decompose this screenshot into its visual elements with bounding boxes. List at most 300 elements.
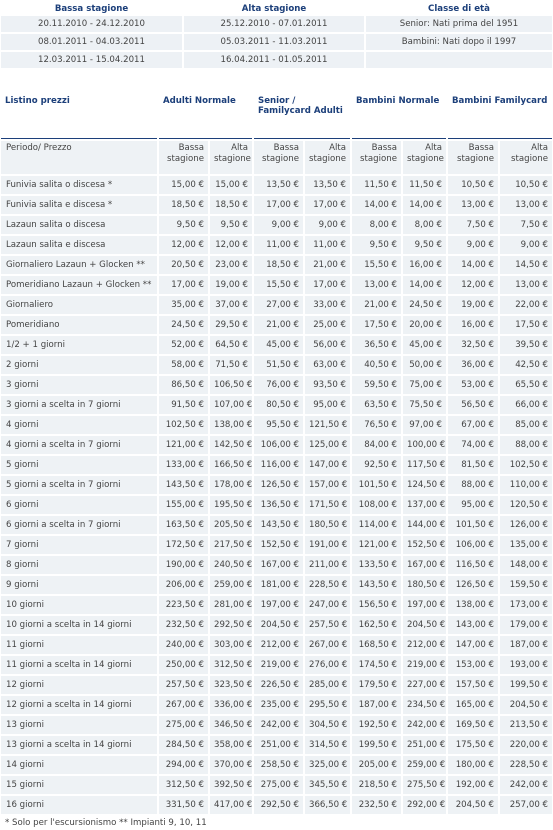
bambini-family-bassa-price: 12,00 € — [448, 276, 498, 296]
bambini-alta-price: 8,00 € — [403, 216, 446, 236]
senior-bassa-price: 15,50 € — [254, 276, 303, 296]
bambini-family-bassa-price: 143,00 € — [448, 616, 498, 636]
adulti-alta-price: 205,50 € — [210, 516, 252, 536]
adulti-alta-header: Alta stagione — [210, 141, 252, 176]
adulti-alta-price: 12,00 € — [210, 236, 252, 256]
bambini-family-bassa-price: 175,50 € — [448, 736, 498, 756]
bambini-alta-price: 97,00 € — [403, 416, 446, 436]
bambini-family-bassa-price: 147,00 € — [448, 636, 498, 656]
price-row — [1, 256, 552, 276]
bambini-bassa-price: 76,50 € — [352, 416, 401, 436]
price-row — [1, 276, 552, 296]
bambini-family-bassa-price: 157,50 € — [448, 676, 498, 696]
bambini-alta-price: 234,50 € — [403, 696, 446, 716]
bambini-bassa-price: 11,50 € — [352, 176, 401, 196]
period-cell: 15 giorni — [1, 776, 157, 796]
bambini-alta-price: 180,50 € — [403, 576, 446, 596]
adulti-bassa-price: 143,50 € — [159, 476, 208, 496]
season-low-dates: 20.11.2010 - 24.12.2010 — [1, 16, 182, 34]
bambini-familycard-heading: Bambini Familycard — [452, 96, 548, 106]
bambini-bassa-price: 192,50 € — [352, 716, 401, 736]
adulti-bassa-price: 240,00 € — [159, 636, 208, 656]
period-cell: 6 giorni — [1, 496, 157, 516]
bambini-family-alta-price: 126,00 € — [500, 516, 552, 536]
adulti-bassa-price: 20,50 € — [159, 256, 208, 276]
senior-alta-price: 63,00 € — [305, 356, 350, 376]
senior-alta-price: 157,00 € — [305, 476, 350, 496]
age-class: Senior: Nati prima del 1951 — [366, 16, 552, 34]
senior-alta-price: 95,00 € — [305, 396, 350, 416]
season-header-low: Bassa stagione — [54, 3, 129, 14]
period-cell: 10 giorni — [1, 596, 157, 616]
period-cell: 4 giorni a scelta in 7 giorni — [1, 436, 157, 456]
period-cell: 5 giorni — [1, 456, 157, 476]
price-row — [1, 556, 552, 576]
senior-alta-price: 33,00 € — [305, 296, 350, 316]
bambini-alta-price: 219,00 € — [403, 656, 446, 676]
senior-bassa-price: 219,00 € — [254, 656, 303, 676]
period-cell: 11 giorni — [1, 636, 157, 656]
bambini-alta-header: Alta stagione — [403, 141, 446, 176]
adulti-bassa-price: 267,00 € — [159, 696, 208, 716]
period-cell: 7 giorni — [1, 536, 157, 556]
season-row — [1, 16, 552, 34]
price-row — [1, 676, 552, 696]
period-cell: 13 giorni — [1, 716, 157, 736]
bambini-alta-price: 167,00 € — [403, 556, 446, 576]
bambini-family-bassa-price: 169,50 € — [448, 716, 498, 736]
adulti-alta-price: 138,00 € — [210, 416, 252, 436]
period-cell: 3 giorni a scelta in 7 giorni — [1, 396, 157, 416]
bambini-family-alta-price: 14,50 € — [500, 256, 552, 276]
adulti-bassa-price: 52,00 € — [159, 336, 208, 356]
adulti-alta-price: 23,00 € — [210, 256, 252, 276]
senior-alta-price: 180,50 € — [305, 516, 350, 536]
price-row — [1, 796, 552, 816]
bambini-alta-price: 251,00 € — [403, 736, 446, 756]
senior-bassa-price: 76,00 € — [254, 376, 303, 396]
adulti-bassa-price: 133,00 € — [159, 456, 208, 476]
adulti-bassa-price: 190,00 € — [159, 556, 208, 576]
price-row — [1, 516, 552, 536]
senior-alta-price: 257,50 € — [305, 616, 350, 636]
price-row — [1, 536, 552, 556]
bambini-family-bassa-price: 81,50 € — [448, 456, 498, 476]
heading-underline — [159, 138, 252, 139]
bambini-family-bassa-price: 204,50 € — [448, 796, 498, 816]
bambini-bassa-price: 21,00 € — [352, 296, 401, 316]
senior-alta-price: 285,00 € — [305, 676, 350, 696]
bambini-bassa-price: 162,50 € — [352, 616, 401, 636]
period-cell: Funivia salita o discesa * — [1, 176, 157, 196]
bambini-alta-price: 242,00 € — [403, 716, 446, 736]
bambini-bassa-price: 205,00 € — [352, 756, 401, 776]
bambini-bassa-header: Bassa stagione — [352, 141, 401, 176]
bambini-bassa-price: 14,00 € — [352, 196, 401, 216]
bambini-alta-price: 152,50 € — [403, 536, 446, 556]
adulti-alta-price: 259,00 € — [210, 576, 252, 596]
price-row — [1, 596, 552, 616]
senior-alta-price: 17,00 € — [305, 276, 350, 296]
bambini-family-alta-price: 39,50 € — [500, 336, 552, 356]
adulti-alta-price: 71,50 € — [210, 356, 252, 376]
bambini-family-bassa-price: 19,00 € — [448, 296, 498, 316]
adulti-bassa-header: Bassa stagione — [159, 141, 208, 176]
bambini-bassa-price: 63,50 € — [352, 396, 401, 416]
adulti-alta-price: 15,00 € — [210, 176, 252, 196]
bambini-family-bassa-price: 14,00 € — [448, 256, 498, 276]
period-cell: 6 giorni a scelta in 7 giorni — [1, 516, 157, 536]
age-class: Bambini: Nati dopo il 1997 — [366, 34, 552, 52]
adulti-alta-price: 195,50 € — [210, 496, 252, 516]
senior-bassa-price: 152,50 € — [254, 536, 303, 556]
bambini-alta-price: 259,00 € — [403, 756, 446, 776]
bambini-family-bassa-price: 180,00 € — [448, 756, 498, 776]
price-row — [1, 716, 552, 736]
adulti-bassa-price: 17,00 € — [159, 276, 208, 296]
bambini-bassa-price: 108,00 € — [352, 496, 401, 516]
senior-bassa-price: 275,00 € — [254, 776, 303, 796]
adulti-bassa-price: 12,00 € — [159, 236, 208, 256]
senior-familycard-heading: Senior / Familycard Adulti — [258, 96, 343, 116]
adulti-alta-price: 392,50 € — [210, 776, 252, 796]
adulti-normale-heading: Adulti Normale — [163, 96, 236, 106]
bambini-bassa-price: 187,00 € — [352, 696, 401, 716]
price-row — [1, 736, 552, 756]
bambini-family-alta-price: 199,50 € — [500, 676, 552, 696]
bambini-family-alta-price: 159,50 € — [500, 576, 552, 596]
senior-bassa-price: 242,00 € — [254, 716, 303, 736]
season-row — [1, 34, 552, 52]
senior-alta-price: 366,50 € — [305, 796, 350, 816]
senior-bassa-price: 204,50 € — [254, 616, 303, 636]
bambini-alta-price: 24,50 € — [403, 296, 446, 316]
senior-bassa-price: 17,00 € — [254, 196, 303, 216]
season-low-dates: 12.03.2011 - 15.04.2011 — [1, 52, 182, 70]
price-row — [1, 316, 552, 336]
bambini-bassa-price: 133,50 € — [352, 556, 401, 576]
bambini-family-alta-price: 204,50 € — [500, 696, 552, 716]
senior-bassa-price: 106,00 € — [254, 436, 303, 456]
senior-alta-price: 125,00 € — [305, 436, 350, 456]
bambini-bassa-price: 92,50 € — [352, 456, 401, 476]
heading-underline — [1, 138, 157, 139]
bambini-alta-price: 227,00 € — [403, 676, 446, 696]
bambini-family-bassa-price: 153,00 € — [448, 656, 498, 676]
senior-alta-price: 9,00 € — [305, 216, 350, 236]
price-row — [1, 696, 552, 716]
period-cell: Pomeridiano — [1, 316, 157, 336]
bambini-family-bassa-price: 165,00 € — [448, 696, 498, 716]
adulti-alta-price: 64,50 € — [210, 336, 252, 356]
bambini-alta-price: 50,00 € — [403, 356, 446, 376]
period-cell: 11 giorni a scelta in 14 giorni — [1, 656, 157, 676]
senior-bassa-price: 13,50 € — [254, 176, 303, 196]
price-list-page — [1, 0, 552, 830]
age-class — [366, 52, 552, 70]
senior-alta-price: 345,50 € — [305, 776, 350, 796]
bambini-family-alta-header: Alta stagione — [500, 141, 552, 176]
season-row — [1, 52, 552, 70]
bambini-family-bassa-price: 116,50 € — [448, 556, 498, 576]
footnote: * Solo per l'escursionismo ** Impianti 9, 10, 11 — [5, 818, 207, 828]
period-cell: 14 giorni — [1, 756, 157, 776]
senior-alta-price: 228,50 € — [305, 576, 350, 596]
adulti-bassa-price: 250,00 € — [159, 656, 208, 676]
bambini-family-bassa-price: 95,00 € — [448, 496, 498, 516]
adulti-bassa-price: 58,00 € — [159, 356, 208, 376]
bambini-bassa-price: 168,50 € — [352, 636, 401, 656]
bambini-family-alta-price: 257,00 € — [500, 796, 552, 816]
bambini-bassa-price: 143,50 € — [352, 576, 401, 596]
bambini-family-alta-price: 135,00 € — [500, 536, 552, 556]
senior-alta-price: 13,50 € — [305, 176, 350, 196]
bambini-family-bassa-price: 32,50 € — [448, 336, 498, 356]
senior-alta-price: 276,00 € — [305, 656, 350, 676]
bambini-alta-price: 14,00 € — [403, 276, 446, 296]
bambini-family-bassa-header: Bassa stagione — [448, 141, 498, 176]
adulti-bassa-price: 18,50 € — [159, 196, 208, 216]
adulti-alta-price: 178,00 € — [210, 476, 252, 496]
period-cell: Pomeridiano Lazaun + Glocken ** — [1, 276, 157, 296]
adulti-bassa-price: 35,00 € — [159, 296, 208, 316]
senior-bassa-price: 18,50 € — [254, 256, 303, 276]
senior-alta-price: 191,00 € — [305, 536, 350, 556]
adulti-bassa-price: 284,50 € — [159, 736, 208, 756]
senior-alta-price: 147,00 € — [305, 456, 350, 476]
senior-alta-header: Alta stagione — [305, 141, 350, 176]
price-row — [1, 296, 552, 316]
senior-bassa-price: 95,50 € — [254, 416, 303, 436]
senior-bassa-price: 167,00 € — [254, 556, 303, 576]
adulti-alta-price: 240,50 € — [210, 556, 252, 576]
bambini-alta-price: 100,00 € — [403, 436, 446, 456]
bambini-family-bassa-price: 88,00 € — [448, 476, 498, 496]
adulti-bassa-price: 223,50 € — [159, 596, 208, 616]
senior-alta-price: 211,00 € — [305, 556, 350, 576]
price-row — [1, 656, 552, 676]
senior-alta-price: 295,50 € — [305, 696, 350, 716]
period-cell: Giornaliero — [1, 296, 157, 316]
bambini-bassa-price: 36,50 € — [352, 336, 401, 356]
senior-alta-price: 325,00 € — [305, 756, 350, 776]
period-cell: 3 giorni — [1, 376, 157, 396]
bambini-family-alta-price: 10,50 € — [500, 176, 552, 196]
bambini-alta-price: 11,50 € — [403, 176, 446, 196]
adulti-alta-price: 37,00 € — [210, 296, 252, 316]
bambini-alta-price: 292,00 € — [403, 796, 446, 816]
bambini-family-alta-price: 193,00 € — [500, 656, 552, 676]
adulti-bassa-price: 91,50 € — [159, 396, 208, 416]
bambini-bassa-price: 114,00 € — [352, 516, 401, 536]
bambini-alta-price: 75,00 € — [403, 376, 446, 396]
adulti-alta-price: 323,50 € — [210, 676, 252, 696]
price-row — [1, 476, 552, 496]
adulti-alta-price: 142,50 € — [210, 436, 252, 456]
adulti-alta-price: 9,50 € — [210, 216, 252, 236]
senior-bassa-price: 212,00 € — [254, 636, 303, 656]
adulti-alta-price: 29,50 € — [210, 316, 252, 336]
price-row — [1, 416, 552, 436]
bambini-family-alta-price: 42,50 € — [500, 356, 552, 376]
bambini-family-bassa-price: 53,00 € — [448, 376, 498, 396]
period-cell: 12 giorni — [1, 676, 157, 696]
adulti-alta-price: 217,50 € — [210, 536, 252, 556]
bambini-family-alta-price: 88,00 € — [500, 436, 552, 456]
period-cell: Giornaliero Lazaun + Glocken ** — [1, 256, 157, 276]
senior-bassa-price: 251,00 € — [254, 736, 303, 756]
bambini-family-bassa-price: 192,00 € — [448, 776, 498, 796]
price-row — [1, 636, 552, 656]
bambini-family-alta-price: 179,00 € — [500, 616, 552, 636]
bambini-bassa-price: 15,50 € — [352, 256, 401, 276]
senior-bassa-price: 292,50 € — [254, 796, 303, 816]
bambini-family-alta-price: 148,00 € — [500, 556, 552, 576]
periodo-header: Periodo/ Prezzo — [1, 141, 157, 176]
bambini-family-alta-price: 85,00 € — [500, 416, 552, 436]
season-header-row — [1, 0, 552, 16]
season-low-dates: 08.01.2011 - 04.03.2011 — [1, 34, 182, 52]
senior-alta-price: 314,50 € — [305, 736, 350, 756]
price-group-headers — [1, 96, 552, 139]
bambini-bassa-price: 17,50 € — [352, 316, 401, 336]
period-cell: 5 giorni a scelta in 7 giorni — [1, 476, 157, 496]
price-row — [1, 176, 552, 196]
senior-alta-price: 17,00 € — [305, 196, 350, 216]
period-cell: 13 giorni a scelta in 14 giorni — [1, 736, 157, 756]
bambini-family-alta-price: 13,00 € — [500, 276, 552, 296]
bambini-family-alta-price: 242,00 € — [500, 776, 552, 796]
heading-underline — [448, 138, 552, 139]
adulti-alta-price: 106,50 € — [210, 376, 252, 396]
bambini-family-bassa-price: 106,00 € — [448, 536, 498, 556]
adulti-alta-price: 417,00 € — [210, 796, 252, 816]
adulti-alta-price: 292,50 € — [210, 616, 252, 636]
bambini-alta-price: 20,00 € — [403, 316, 446, 336]
senior-bassa-price: 21,00 € — [254, 316, 303, 336]
senior-bassa-price: 143,50 € — [254, 516, 303, 536]
senior-bassa-header: Bassa stagione — [254, 141, 303, 176]
senior-bassa-price: 226,50 € — [254, 676, 303, 696]
price-column-header-row — [1, 141, 552, 176]
adulti-bassa-price: 294,00 € — [159, 756, 208, 776]
senior-bassa-price: 126,50 € — [254, 476, 303, 496]
price-row — [1, 196, 552, 216]
senior-bassa-price: 258,50 € — [254, 756, 303, 776]
bambini-alta-price: 144,00 € — [403, 516, 446, 536]
senior-alta-price: 56,00 € — [305, 336, 350, 356]
price-row — [1, 616, 552, 636]
bambini-bassa-price: 84,00 € — [352, 436, 401, 456]
bambini-family-bassa-price: 126,50 € — [448, 576, 498, 596]
bambini-family-alta-price: 66,00 € — [500, 396, 552, 416]
price-row — [1, 396, 552, 416]
bambini-family-alta-price: 173,00 € — [500, 596, 552, 616]
period-cell: 8 giorni — [1, 556, 157, 576]
bambini-bassa-price: 121,00 € — [352, 536, 401, 556]
period-cell: Lazaun salita o discesa — [1, 216, 157, 236]
bambini-bassa-price: 174,50 € — [352, 656, 401, 676]
bambini-alta-price: 117,50 € — [403, 456, 446, 476]
senior-bassa-price: 136,50 € — [254, 496, 303, 516]
price-row — [1, 376, 552, 396]
bambini-family-alta-price: 17,50 € — [500, 316, 552, 336]
period-cell: 4 giorni — [1, 416, 157, 436]
bambini-family-bassa-price: 36,00 € — [448, 356, 498, 376]
bambini-alta-price: 137,00 € — [403, 496, 446, 516]
season-high-dates: 16.04.2011 - 01.05.2011 — [184, 52, 364, 70]
bambini-family-bassa-price: 7,50 € — [448, 216, 498, 236]
adulti-bassa-price: 24,50 € — [159, 316, 208, 336]
adulti-alta-price: 18,50 € — [210, 196, 252, 216]
bambini-alta-price: 212,00 € — [403, 636, 446, 656]
period-cell: 9 giorni — [1, 576, 157, 596]
senior-alta-price: 304,50 € — [305, 716, 350, 736]
bambini-bassa-price: 156,50 € — [352, 596, 401, 616]
bambini-alta-price: 16,00 € — [403, 256, 446, 276]
adulti-alta-price: 312,50 € — [210, 656, 252, 676]
season-header-age: Classe di età — [428, 3, 490, 14]
heading-underline — [254, 138, 350, 139]
adulti-bassa-price: 257,50 € — [159, 676, 208, 696]
bambini-family-alta-price: 9,00 € — [500, 236, 552, 256]
bambini-alta-price: 9,50 € — [403, 236, 446, 256]
adulti-bassa-price: 155,00 € — [159, 496, 208, 516]
bambini-bassa-price: 59,50 € — [352, 376, 401, 396]
bambini-family-bassa-price: 16,00 € — [448, 316, 498, 336]
period-cell: 10 giorni a scelta in 14 giorni — [1, 616, 157, 636]
adulti-alta-price: 303,00 € — [210, 636, 252, 656]
adulti-alta-price: 166,50 € — [210, 456, 252, 476]
senior-alta-price: 267,00 € — [305, 636, 350, 656]
adulti-bassa-price: 206,00 € — [159, 576, 208, 596]
price-row — [1, 356, 552, 376]
bambini-family-alta-price: 228,50 € — [500, 756, 552, 776]
bambini-family-alta-price: 102,50 € — [500, 456, 552, 476]
senior-alta-price: 11,00 € — [305, 236, 350, 256]
adulti-bassa-price: 163,50 € — [159, 516, 208, 536]
price-table — [1, 141, 552, 816]
bambini-family-bassa-price: 56,50 € — [448, 396, 498, 416]
adulti-bassa-price: 331,50 € — [159, 796, 208, 816]
bambini-bassa-price: 8,00 € — [352, 216, 401, 236]
bambini-bassa-price: 179,50 € — [352, 676, 401, 696]
period-cell: 2 giorni — [1, 356, 157, 376]
period-cell: Funivia salita e discesa * — [1, 196, 157, 216]
adulti-bassa-price: 312,50 € — [159, 776, 208, 796]
senior-alta-price: 171,50 € — [305, 496, 350, 516]
adulti-alta-price: 19,00 € — [210, 276, 252, 296]
bambini-family-bassa-price: 101,50 € — [448, 516, 498, 536]
senior-alta-price: 25,00 € — [305, 316, 350, 336]
bambini-bassa-price: 218,50 € — [352, 776, 401, 796]
senior-bassa-price: 181,00 € — [254, 576, 303, 596]
adulti-bassa-price: 102,50 € — [159, 416, 208, 436]
bambini-bassa-price: 101,50 € — [352, 476, 401, 496]
bambini-family-bassa-price: 138,00 € — [448, 596, 498, 616]
price-row — [1, 456, 552, 476]
bambini-bassa-price: 40,50 € — [352, 356, 401, 376]
bambini-alta-price: 45,00 € — [403, 336, 446, 356]
adulti-bassa-price: 275,00 € — [159, 716, 208, 736]
senior-bassa-price: 11,00 € — [254, 236, 303, 256]
bambini-bassa-price: 13,00 € — [352, 276, 401, 296]
bambini-family-bassa-price: 9,00 € — [448, 236, 498, 256]
bambini-alta-price: 204,50 € — [403, 616, 446, 636]
period-cell: 12 giorni a scelta in 14 giorni — [1, 696, 157, 716]
senior-bassa-price: 9,00 € — [254, 216, 303, 236]
bambini-alta-price: 124,50 € — [403, 476, 446, 496]
